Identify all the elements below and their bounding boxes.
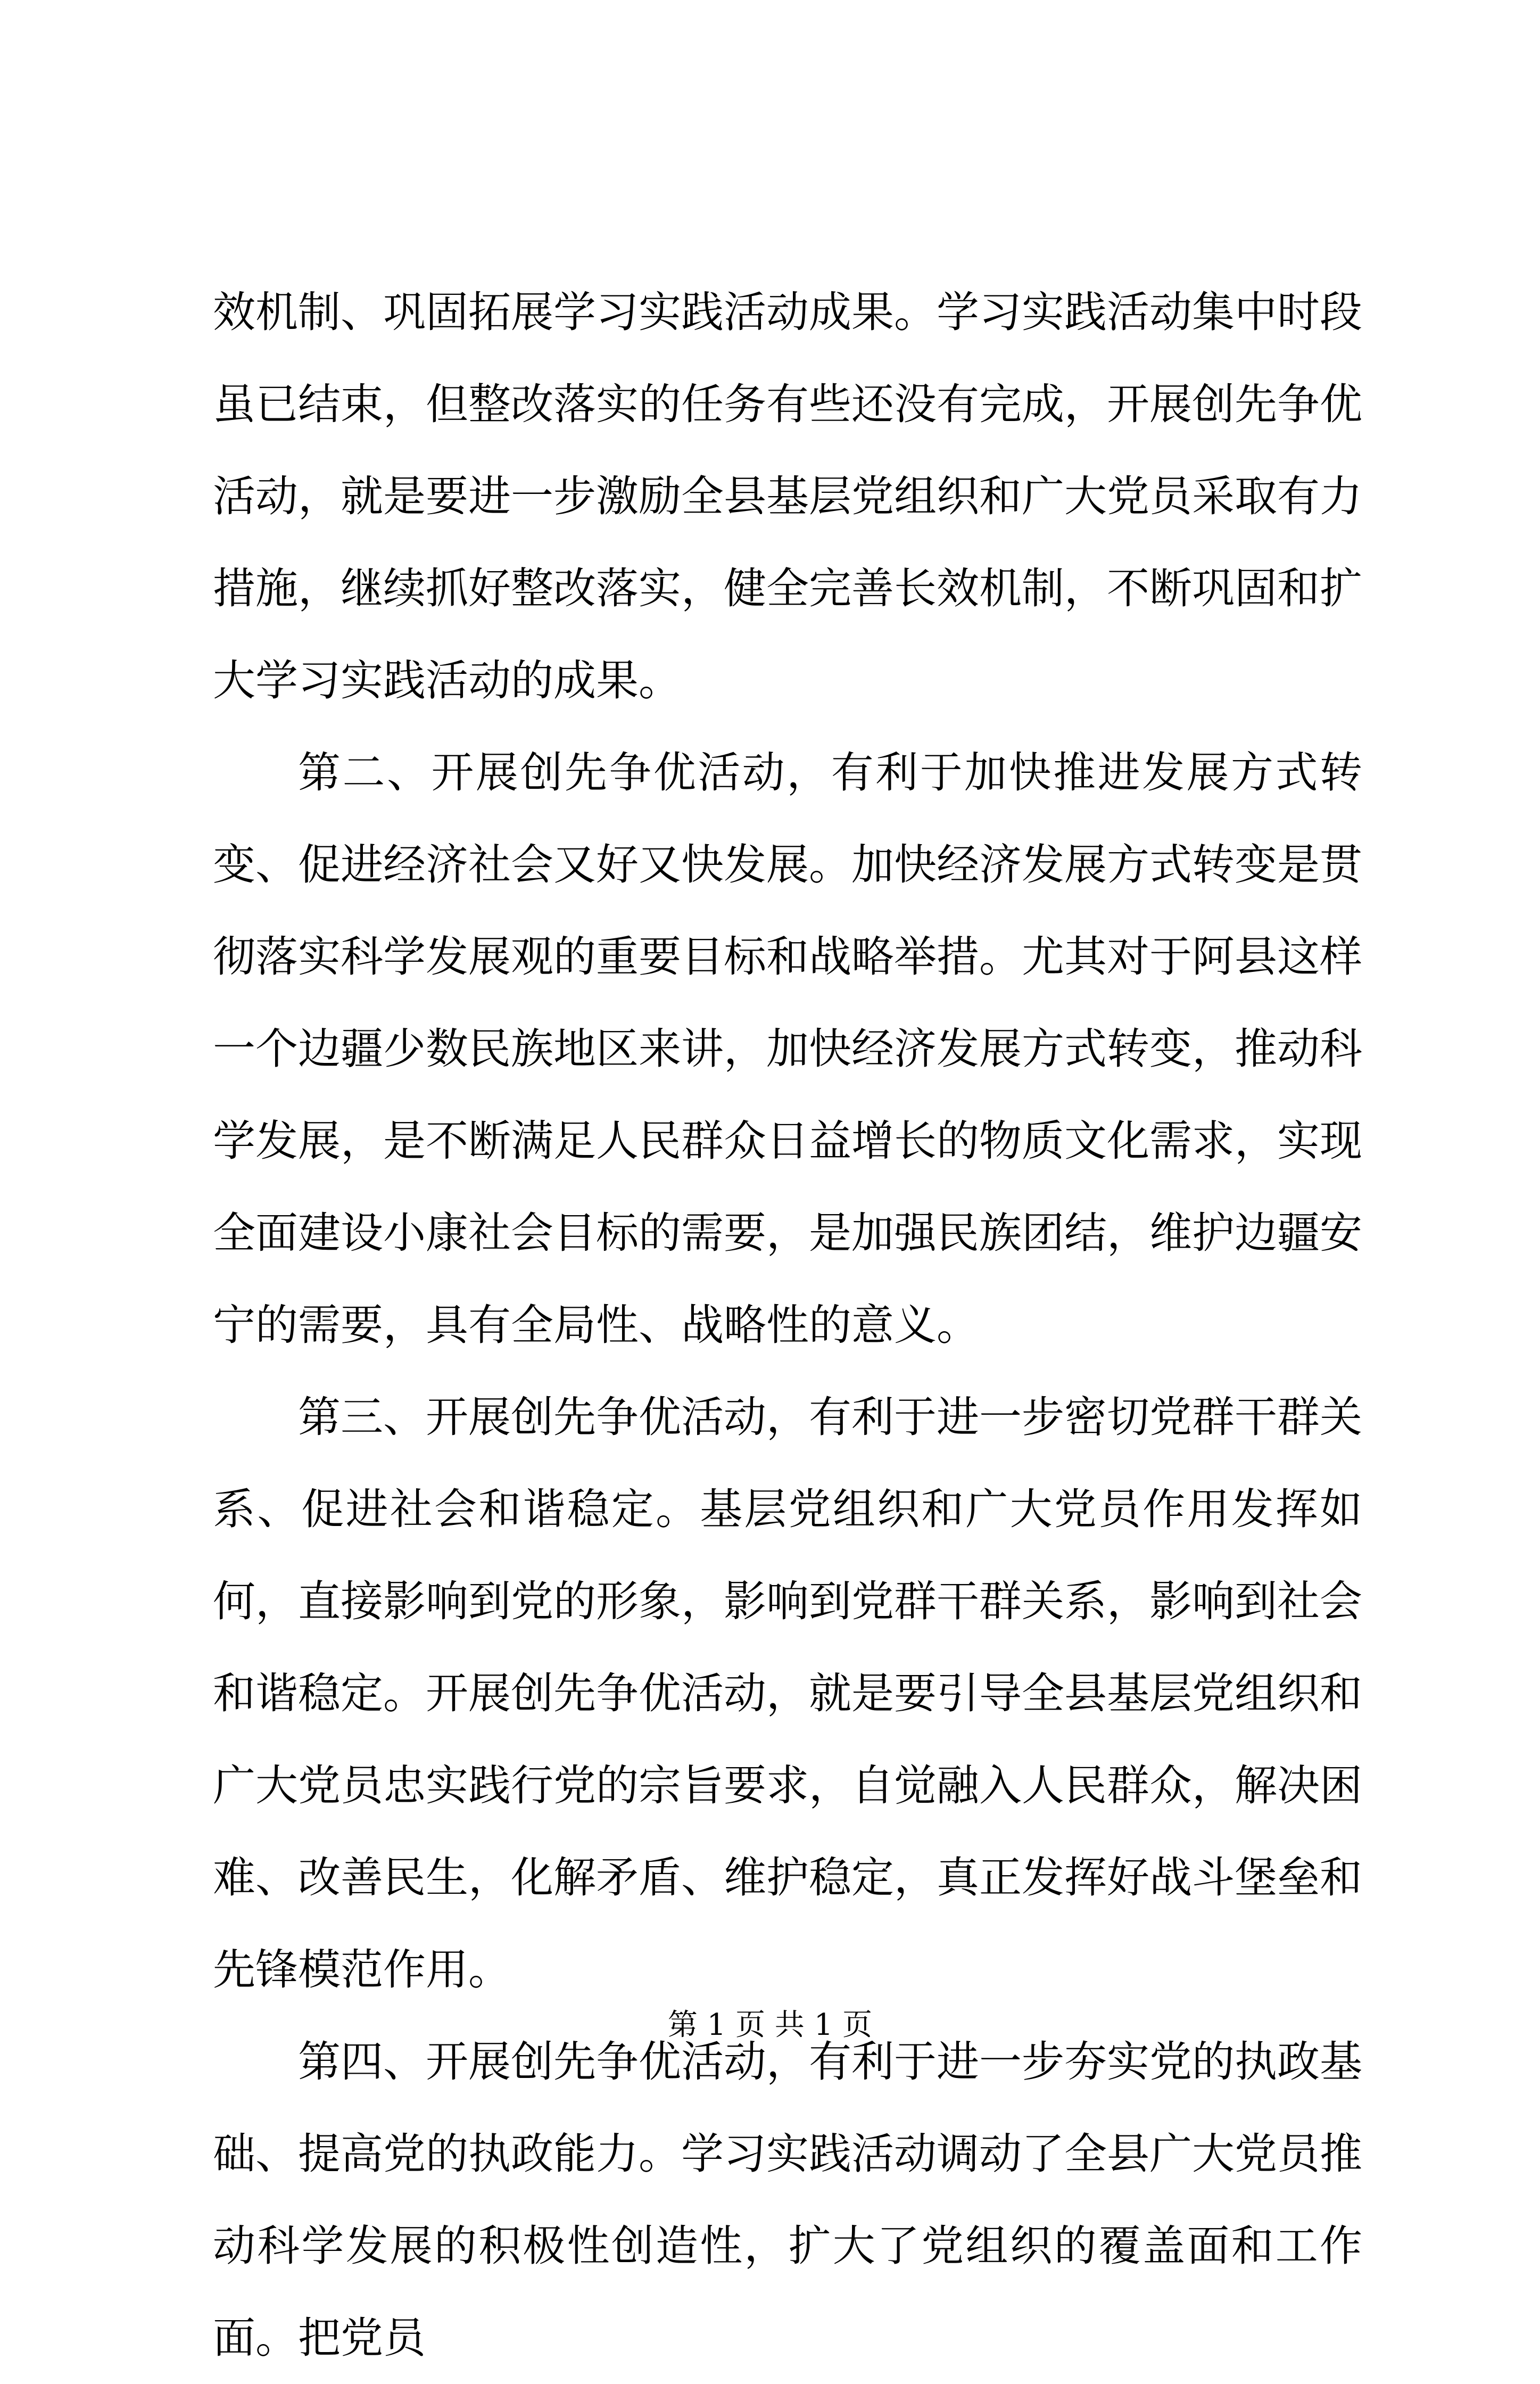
page-footer: 第 1 页 共 1 页 (667, 2008, 873, 2042)
paragraph-second: 第二、开展创先争优活动，有利于加快推进发展方式转变、促进经济社会又好又快发展。加快经济发展方式转变是贯彻落实科学发展观的重要目标和战略举措。尤其对于阿县这样一个边疆少数民族地区来讲，加快经济发展方式转变，推动科学发展，是不断满足人民群众日益增长的物质文化需求，实现全面建设小康社会目标的需要，是加强民族团结，维护边疆安宁的需要，具有全局性、战略性的意义。 (213, 748, 1362, 1350)
paragraph-third: 第三、开展创先争优活动，有利于进一步密切党群干群关系、促进社会和谐稳定。基层党组织和广大党员作用发挥如何，直接影响到党的形象，影响到党群干群关系，影响到社会和谐稳定。开展创先争优活动，就是要引导全县基层党组织和广大党员忠实践行党的宗旨要求，自觉融入人民群众，解决困难、改善民生，化解矛盾、维护稳定，真正发挥好战斗堡垒和先锋模范作用。 (213, 1392, 1362, 1994)
paragraph-fourth: 第四、开展创先争优活动，有利于进一步夯实党的执政基础、提高党的执政能力。学习实践活动调动了全县广大党员推动科学发展的积极性创造性，扩大了党组织的覆盖面和工作面。把党员 (213, 2037, 1362, 2363)
document-body (213, 266, 1362, 2384)
paragraph-continuation: 效机制、巩固拓展学习实践活动成果。学习实践活动集中时段虽已结束，但整改落实的任务有些还没有完成，开展创先争优活动，就是要进一步激励全县基层党组织和广大党员采取有力措施，继续抓好整改落实，健全完善长效机制，不断巩固和扩大学习实践活动的成果。 (213, 287, 1362, 705)
